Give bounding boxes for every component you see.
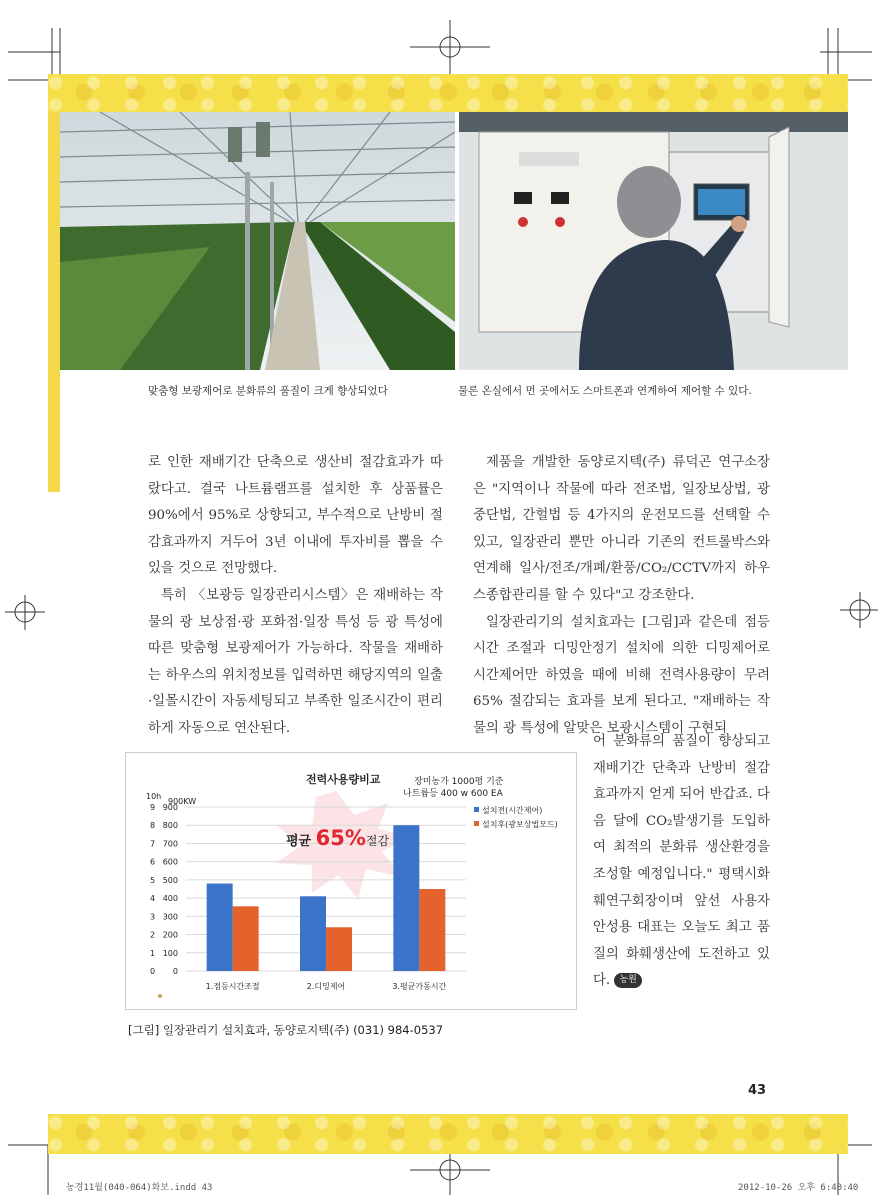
kw-tick-label: 300 bbox=[162, 912, 178, 922]
article-paragraph: 로 인한 재배기간 단축으로 생산비 절감효과가 따랐다고. 결국 나트륨램프를 설치한 후 상품률은 90%에서 95%로 상향되고, 부수적으로 난방비 절감효과까지 거두어 3년 이내에 투자비를 뽑을 수 있을 것으로 전망했다. bbox=[148, 455, 443, 577]
article-closing-text: 어 분화류의 품질이 향상되고 재배기간 단축과 난방비 절감효과까지 얻게 되어 반갑죠. 다음 달에 CO₂발생기를 도입하여 최적의 분화류 생산환경을 조성할 예정입니다." 평택시화훼연구회장이며 앞선 사용자 안성용 대표는 오늘도 최고 품질의 화훼생산에 도전하고 있다. bbox=[593, 734, 770, 989]
chart-title: 전력사용량비교 bbox=[306, 773, 381, 786]
right-photo-caption: 물론 온실에서 먼 곳에서도 스마트폰과 연계하여 제어할 수 있다. bbox=[458, 385, 752, 397]
bar bbox=[419, 889, 445, 971]
power-usage-chart bbox=[126, 753, 576, 1009]
legend-swatch bbox=[474, 821, 479, 826]
hour-tick-label: 2 bbox=[150, 930, 156, 940]
kw-tick-label: 600 bbox=[162, 857, 178, 867]
article-paragraph bbox=[593, 729, 770, 995]
decorative-dot bbox=[158, 994, 162, 998]
category-label: 3.평균가동시간 bbox=[392, 982, 447, 991]
page-number: 43 bbox=[748, 1083, 767, 1098]
category-label: 1.점등시간조절 bbox=[205, 982, 260, 991]
bar bbox=[207, 884, 233, 971]
kw-tick-label: 100 bbox=[162, 948, 178, 958]
legend-swatch bbox=[474, 807, 479, 812]
greenhouse-photo bbox=[60, 112, 455, 370]
chart-note-line-2: 나트륨등 400 w 600 EA bbox=[403, 789, 503, 799]
figure-caption: [그림] 일장관리기 설치효과, 동양로지텍(주) (031) 984-0537 bbox=[128, 1023, 444, 1037]
decorative-top-band bbox=[48, 74, 848, 112]
left-axis-label: 10h bbox=[146, 792, 162, 801]
savings-suffix: 절감 bbox=[365, 834, 390, 848]
bar bbox=[233, 906, 259, 971]
savings-prefix: 평균 bbox=[286, 834, 316, 849]
article-narrow-column bbox=[593, 729, 770, 995]
hour-tick-label: 9 bbox=[150, 803, 156, 812]
right-axis-label: 900KW bbox=[168, 797, 197, 806]
hour-tick-label: 7 bbox=[150, 839, 156, 849]
category-label: 2.디밍제어 bbox=[306, 982, 346, 991]
control-panel-photo bbox=[459, 112, 848, 370]
kw-tick-label: 0 bbox=[172, 967, 178, 976]
legend-label: 설치후(광보상법모드) bbox=[482, 820, 558, 829]
hour-tick-label: 5 bbox=[150, 875, 156, 885]
bar bbox=[393, 825, 419, 971]
hour-tick-label: 1 bbox=[150, 948, 156, 958]
article-paragraph: 특히 〈보광등 일장관리시스템〉은 재배하는 작물의 광 보상점·광 포화점·일장 특성 등 광 특성에 따른 맞춤형 보광제어가 가능하다. 작물을 재배하는 하우스의 위치정보를 입력하면 해당지역의 일출·일몰시간이 자동세팅되고 부족한 일조시간이 편리하게 자동으로 연산된다. bbox=[148, 587, 443, 736]
print-slug-left: 농경11월(040-064)화보.indd 43 bbox=[66, 1183, 213, 1193]
hour-tick-label: 0 bbox=[150, 967, 156, 976]
kw-tick-label: 900 bbox=[162, 803, 178, 812]
power-usage-chart-figure bbox=[125, 752, 577, 1010]
bar bbox=[300, 896, 326, 971]
left-photo-caption: 맞춤형 보광제어로 분화류의 품질이 크게 향상되었다 bbox=[148, 385, 388, 397]
article-left-column bbox=[148, 450, 443, 743]
article-paragraph: 제품을 개발한 동양로지텍(주) 류덕곤 연구소장은 "지역이나 작물에 따라 전조법, 일장보상법, 광중단법, 간헐법 등 4가지의 운전모드를 선택할 수 있고, 일장관리 뿐만 아니라 기존의 컨트롤박스와 연계해 일사/전조/개폐/환풍/CO₂/CCTV까지 하우스종합관리를 할 수 있다"고 강조한다. bbox=[473, 455, 770, 603]
print-slug-right: 2012-10-26 오후 6:40:40 bbox=[738, 1183, 859, 1193]
kw-tick-label: 200 bbox=[162, 930, 178, 940]
hour-tick-label: 6 bbox=[150, 857, 156, 867]
chart-note-line-1: 장미농가 1000평 기준 bbox=[414, 777, 504, 787]
decorative-side-band bbox=[48, 112, 60, 492]
kw-tick-label: 700 bbox=[162, 839, 178, 849]
hour-tick-label: 4 bbox=[150, 894, 156, 904]
end-badge: 농원 bbox=[614, 973, 641, 988]
kw-tick-label: 500 bbox=[162, 875, 178, 885]
kw-tick-label: 800 bbox=[162, 821, 178, 831]
article-right-column bbox=[473, 450, 770, 743]
hour-tick-label: 8 bbox=[150, 821, 156, 831]
legend-label: 설치전(시간제어) bbox=[482, 806, 543, 815]
kw-tick-label: 400 bbox=[162, 894, 178, 904]
bar bbox=[326, 927, 352, 971]
savings-value: 65% bbox=[315, 826, 366, 850]
article-paragraph: 일장관리기의 설치효과는 [그림]과 같은데 점등시간 조절과 디밍안정기 설치에 의한 디밍제어로 시간제어만 하였을 때에 비해 전력사용량이 무려 65% 절감되는 효과를 보게 된다고. "재배하는 작물의 광 특성에 알맞은 보광시스템이 구현되 bbox=[473, 614, 770, 736]
hour-tick-label: 3 bbox=[150, 912, 156, 922]
decorative-bottom-band bbox=[48, 1114, 848, 1154]
